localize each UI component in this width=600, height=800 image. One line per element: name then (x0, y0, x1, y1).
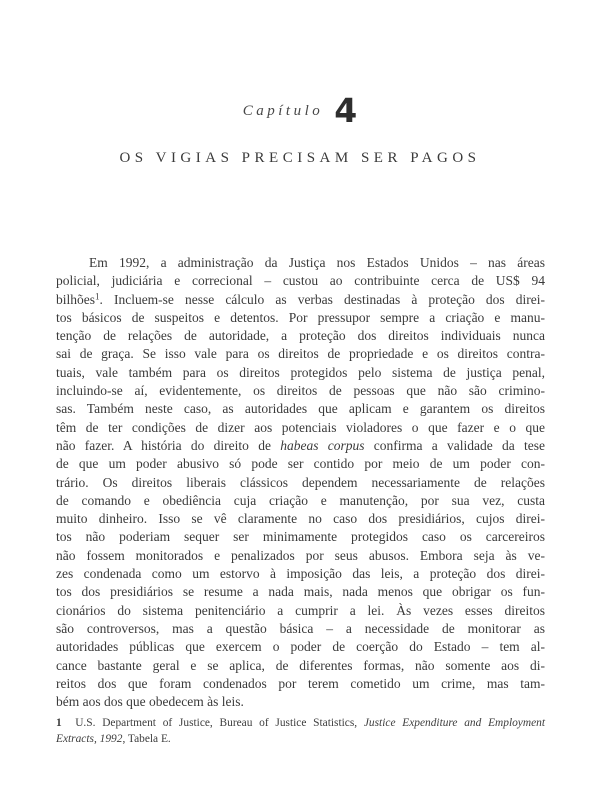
text-line (56, 716, 545, 732)
chapter-number: 4 (334, 91, 358, 130)
text-segment: não fazer. A história do direito de (56, 437, 281, 453)
text-line (56, 272, 545, 290)
text-segment: . Incluem-se nesse cálculo as verbas destinadas à proteção dos direi- (99, 291, 545, 307)
text-line (56, 638, 545, 656)
text-line (56, 693, 545, 711)
text-segment: Justice Expenditure and Employment (363, 717, 546, 729)
text-line (56, 620, 545, 638)
text-line (56, 547, 545, 565)
text-line (56, 565, 545, 583)
text-segment: autoridades públicas que exercem o poder de coerção do Estado – tem al- (56, 639, 545, 655)
text-segment: tos dos presidiários se resume a nada mais, nada menos que obrigar os fun- (56, 584, 545, 600)
text-line (56, 657, 545, 675)
text-line (56, 309, 545, 327)
text-line (56, 382, 545, 400)
chapter-label: Capítulo (242, 103, 324, 119)
text-segment: tuais, vale também para os direitos protegidos pelo sistema de justiça penal, (56, 364, 545, 380)
text-segment: Extracts, 1992 (56, 732, 123, 745)
text-line (56, 583, 545, 601)
text-line (56, 510, 545, 528)
text-line (56, 400, 545, 418)
text-segment: tos não poderiam sequer ser minimamente protegidos caso os carcereiros (56, 529, 545, 545)
text-segment: confirma a validade da tese (364, 437, 545, 453)
text-segment: sas. Também neste caso, as autoridades que aplicam e garantem os direitos (56, 401, 545, 417)
text-line (56, 492, 545, 510)
text-segment: são controversos, mas a questão básica – a necessidade de monitorar as (56, 620, 545, 636)
text-segment: sai de graça. Se isso vale para os direitos de propriedade e os direitos contra- (56, 346, 545, 362)
text-segment: tos básicos de suspeitos e detentos. Por pressupor sempre a criação e manu- (56, 309, 545, 325)
text-segment: de comando e obediência cuja criação e manutenção, por sua vez, custa (56, 492, 545, 508)
text-line (56, 602, 545, 620)
text-line (56, 528, 545, 546)
chapter-heading (0, 91, 600, 130)
text-line (56, 291, 545, 309)
text-segment: reitos dos que foram condenados por terem cometido um crime, mas tam- (56, 675, 545, 691)
text-line (56, 455, 545, 473)
text-line (56, 364, 545, 382)
text-segment: trário. Os direitos liberais clássicos dependem necessariamente de relações (56, 474, 545, 490)
chapter-title: OS VIGIAS PRECISAM SER PAGOS (119, 150, 481, 166)
text-segment: bilhões (56, 291, 95, 307)
text-segment: habeas corpus (280, 437, 365, 453)
text-segment: cionários do sistema penitenciário a cumprir a lei. Às vezes esses direitos (56, 602, 545, 618)
text-segment: de que um poder abusivo só pode ser contido por meio de um poder con- (56, 456, 545, 472)
text-line (56, 732, 545, 748)
text-segment: cance bastante geral e se aplica, de diferentes formas, não somente aos di- (56, 657, 545, 673)
text-line (56, 474, 545, 492)
text-segment: não fossem monitorados e penalizados por seus abusos. Embora seja às ve- (56, 547, 545, 563)
text-segment: policial, judiciária e correcional – custou ao contribuinte cerca de US$ 94 (56, 273, 545, 289)
text-line (56, 345, 545, 363)
text-segment: têm de ter condições de dizer aos potenciais violadores o que fazer e o que (56, 419, 545, 435)
text-line (56, 327, 545, 345)
text-segment: zes condenada como um estorvo à imposição das leis, a proteção dos direi- (56, 566, 545, 582)
footnote (56, 716, 545, 747)
text-segment: Em 1992, a administração da Justiça nos Estados Unidos – nas áreas (89, 255, 545, 270)
text-line (56, 254, 545, 272)
text-segment: , Tabela E. (122, 732, 171, 745)
body-text (56, 254, 545, 711)
text-segment: U.S. Department of Justice, Bureau of Justice Statistics, (61, 717, 364, 729)
text-segment: muito dinheiro. Isso se vê claramente no caso dos presidiários, cujos direi- (56, 511, 545, 527)
text-line (56, 675, 545, 693)
text-line (56, 419, 545, 437)
footnote-reference: 1 (95, 291, 100, 302)
text-segment: bém aos dos que obedecem às leis. (56, 694, 244, 710)
text-segment: 1 (56, 717, 62, 729)
text-line (56, 437, 545, 455)
text-segment: incluindo-se aí, evidentemente, os direitos de pessoas que não são crimino- (56, 383, 545, 399)
text-segment: tenção de relações de autoridade, a proteção dos direitos individuais nunca (56, 328, 545, 344)
